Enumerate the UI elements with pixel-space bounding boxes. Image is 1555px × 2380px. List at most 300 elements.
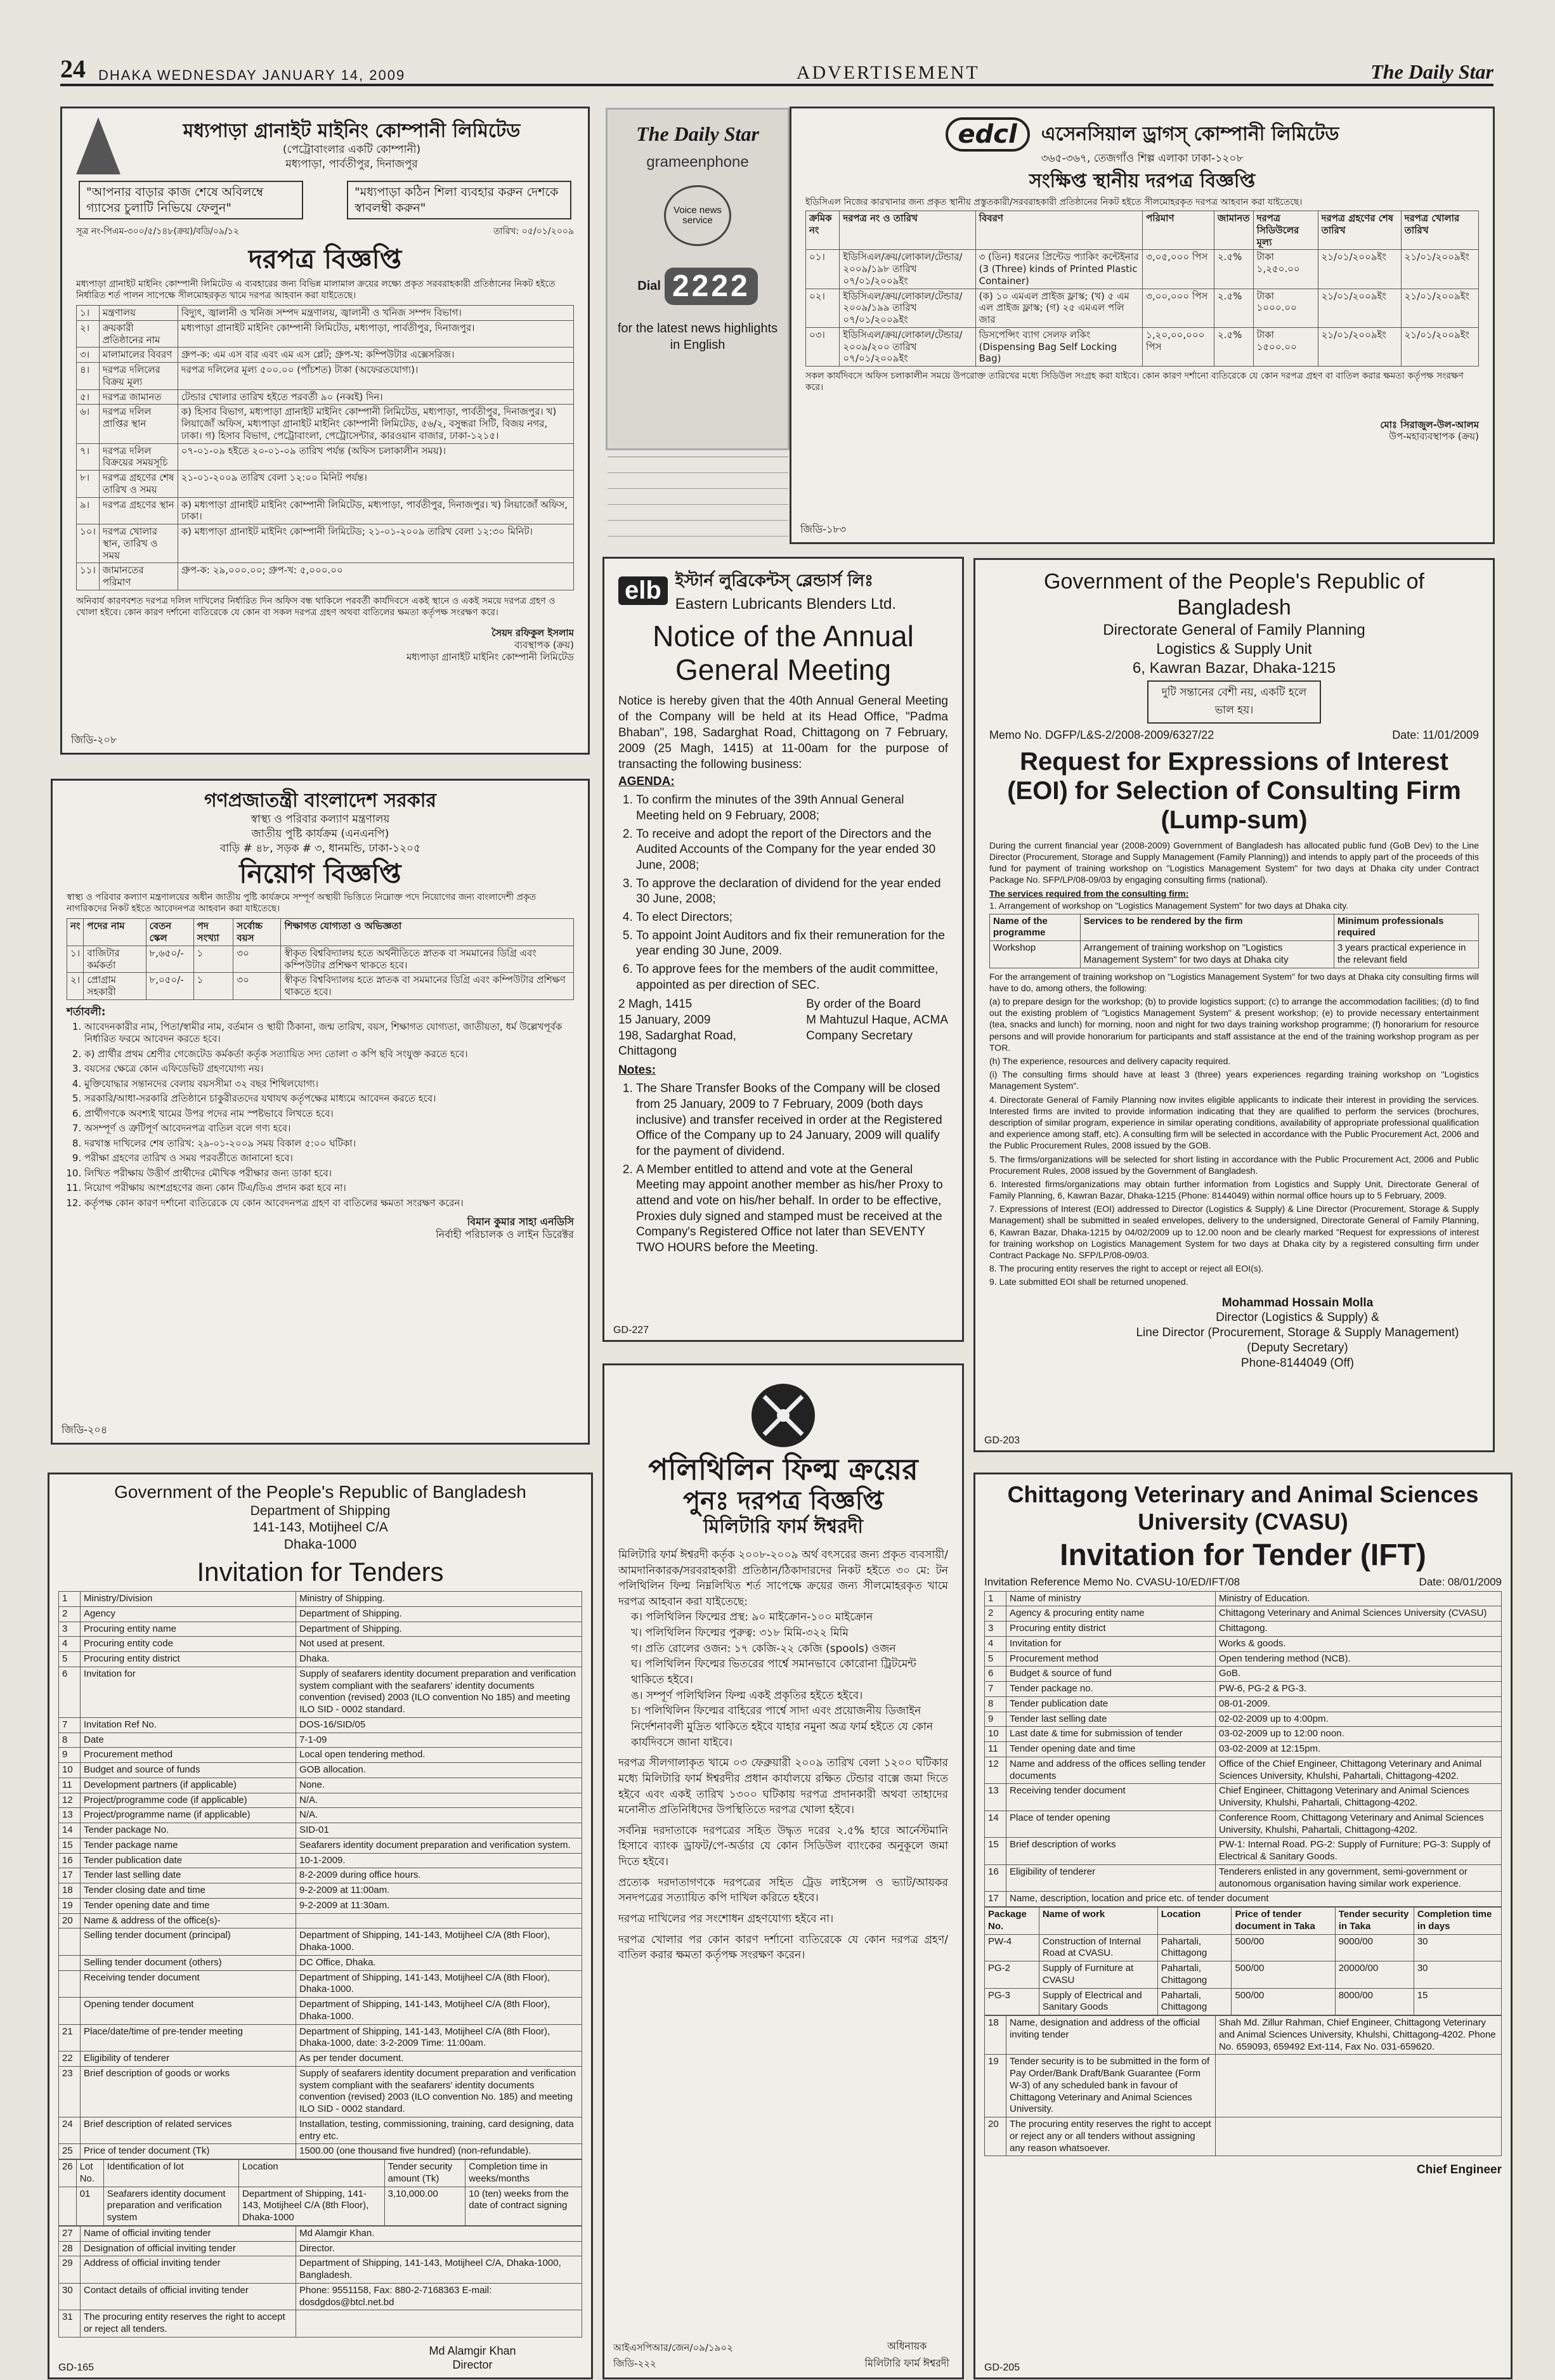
table-row [59,1853,582,1868]
table-cell: Supply of Electrical and Sanitary Goods [1039,1988,1157,2015]
reference-date: Date: 08/01/2009 [1419,1575,1502,1588]
table-cell: ২.৫% [1214,289,1253,327]
table-cell: Tender security is to be submitted in the form of Pay Order/Bank Draft/Bank Guarantee (Form W-3) of any scheduled bank in favour of Chittagong Veterinary and Animal Sciences University. [1006,2055,1216,2117]
table-cell: Not used at present. [296,1637,582,1652]
table-cell [59,1955,81,1970]
table-row [59,1883,582,1899]
signer-title: Director (Logistics & Supply) & [1216,1311,1379,1325]
table-row [985,1682,1502,1697]
table-row [77,405,574,443]
table-cell: মন্ত্রণালয় [99,306,178,321]
elbl-logo: elb [618,576,668,605]
lot-table [58,2159,582,2226]
table-cell: 2 [59,1606,81,1622]
table-cell: দরপত্র দলিলের বিক্রয় মূল্য [99,363,178,390]
list-item: 1. The Share Transfer Books of the Company will be closed from 25 January, 2009 to 7 February, 2009 (both days inclusive) and transfer received in order at the Registered Office of the Company up to 24 January, 2009 will qualify for the payment of dividend. [636,1081,948,1159]
column-header: Tender security amount (Tk) [384,2160,465,2187]
column-header: পদের নাম [84,919,146,946]
table-cell: টাকা ১,২৫০.০০ [1253,250,1318,289]
table-row [985,1892,1502,1907]
list-item: ঘ। পলিথিলিন ফিল্মের ভিতরের পার্শ্বে সমানভাবে কোরোনা ট্রিটমেন্ট থাকিতে হইবে। [631,1658,916,1687]
table-row [990,941,1479,968]
table-cell: Selling tender document (principal) [81,1928,296,1956]
table-cell: বাজিটার কর্মকর্তা [84,946,146,973]
list-item: 1. To confirm the minutes of the 39th Annual General Meeting held on 9 February, 2008; [636,793,948,824]
table-cell: 13 [59,1808,81,1823]
signer-title: নির্বাহী পরিচালক ও লাইন ডিরেক্টর [436,1228,574,1241]
table-row [59,1622,582,1637]
list-item: (a) to prepare design for the workshop; (b) to provide logistics support; (c) to arrange the accommodation facilities; (d) to find out the existing problem of "Logistics Management System" & present workshop; (e) to provide necessary entertainment (tea, snacks and lunch) for morning, noon and night for two days training workshop programme; (f) honorarium for resource persons and will provide honorarium for participants and staff assistance at the end of the training workshop program as per TOR. [989,996,1479,1053]
table-cell: Tender publication date [1006,1696,1216,1712]
table-cell: 3 [985,1622,1006,1637]
table-cell: GOB allocation. [296,1763,582,1778]
table-cell: ০৩। [806,327,840,366]
short-code: 2222 [665,268,758,305]
table-cell: বিদ্যুৎ, জ্বালানী ও খনিজ সম্পদ মন্ত্রণালয়, জ্বালানী ও খনিজ সম্পদ বিভাগ। [178,306,573,321]
agenda-list [618,793,948,993]
table-cell: দরপত্র খোলার স্থান, তারিখ ও সময় [99,524,178,563]
table-cell: Tender package name [81,1838,296,1853]
column-header: Lot No. [76,2160,103,2187]
ad-dgfp-eoi [973,558,1495,1452]
table-cell: Name, designation and address of the official inviting tender [1006,2016,1216,2055]
table-cell: 9 [59,1748,81,1763]
list-item: 6. To approve fees for the members of the audit committee, appointed as per direction of SEC. [636,962,948,993]
table-cell: Department of Shipping, 141-143, Motijheel C/A (8th Floor), Dhaka-1000. [296,1928,582,1956]
table-cell: PW-4 [985,1934,1039,1961]
table-cell: DC Office, Dhaka. [296,1955,582,1970]
table-cell: 8-2-2009 during office hours. [296,1868,582,1883]
table-cell: 6 [59,1667,81,1717]
table-cell: Ministry/Division [81,1592,296,1607]
table-cell: 23 [59,2066,81,2117]
table-row [59,1748,582,1763]
table-cell: Seafarers identity document preparation and verification system [103,2187,238,2225]
table-cell: ইডিসিএল/ক্রয়/লোকাল/টেন্ডার/২০০৯/১৯৮ তারিখ ০৭/০১/২০০৯ইং [840,250,975,289]
reference-number: Invitation Reference Memo No. CVASU-10/ED/IFT/08 [984,1575,1240,1588]
table-cell [59,1928,81,1956]
ad-code: জিডি-২০৮ [71,734,117,746]
ad-title: Government of the People's Republic of Bangladesh [1044,569,1424,620]
ad-grameenphone [606,108,790,450]
table-row [59,2256,582,2284]
table-cell: 27 [59,2226,81,2241]
table-cell: None. [296,1778,582,1793]
table-cell: ০১। [806,250,840,289]
ad-edcl-tender [790,107,1495,544]
list-item: খ। পলিথিলিন ফিল্মের পুরুত্ব: ৩১৮ মিমি-৩২২ মিমি [631,1627,849,1640]
memo-number: সূত্র নং-পিএম-৩০০/৫/১৪৮(ক্রয়)/বডি/০৯/১২ [76,226,239,237]
signer-org: মধ্যপাড়া গ্রানাইট মাইনিং কোম্পানী লিমিটেড [406,651,574,663]
table-cell: Last date & time for submission of tender [1006,1727,1216,1742]
table-row [59,1898,582,1913]
table-cell: Director. [296,2241,582,2256]
table-cell: Chittagong Veterinary and Animal Sciences University (CVASU) [1216,1606,1502,1622]
table-cell: The procuring entity reserves the right to accept or reject any or all tenders without assigning any reason whatsoever. [1006,2117,1216,2156]
table-row [77,443,574,471]
package-table [984,1907,1502,2015]
list-item: 12. কর্তৃপক্ষ কোন কারণ দর্শানো ব্যতিরেকে যে কোন আবেদনপত্র গ্রহণ বা বাতিলের ক্ষমতা সংরক্ষণ করেন। [84,1197,574,1210]
table-cell: Brief description of goods or works [81,2066,296,2117]
ad-footer-note: সকল কার্যদিবসে অফিস চলাকালীন সময়ে উপরোক্ত তারিখের মধ্যে সিডিউল সংগ্রহ করা যাইবে। কোন কারণ দর্শানো ব্যতিরেকে যে কোন দরপত্র গ্রহণ বা বাতিল করার ক্ষমতা কর্তৃপক্ষ সংরক্ষণ করে। [805,371,1464,393]
table-cell: Budget and source of funds [81,1763,296,1778]
list-item: 2. To receive and adopt the report of the Directors and the Audited Accounts of the Company for the year ended 30 June, 2008; [636,827,948,874]
table-cell: 8000/00 [1335,1988,1414,2015]
table-cell: Pahartali, Chittagong [1157,1934,1232,1961]
tender-table [76,305,574,590]
table-cell: 5 [59,1652,81,1667]
table-row [985,1712,1502,1727]
table-row [59,2117,582,2144]
table-cell: Department of Shipping. [296,1622,582,1637]
table-cell: মালামালের বিবরণ [99,348,178,363]
table-cell: জামানতের পরিমাণ [99,563,178,590]
table-cell: ৩,০০,০০০ পিস [1143,289,1214,327]
table-cell: টাকা ১০০০.০০ [1253,289,1318,327]
table-cell: Department of Shipping, 141-143, Motijheel C/A, Dhaka-1000, Bangladesh. [296,2256,582,2284]
terms-title: শর্তাবলী: [67,1005,106,1018]
table-cell: দরপত্র দলিলের মূল্য ৫০০.০০ (পাঁচশত) টাকা (অফেরতযোগ্য)। [178,363,573,390]
ad-heading: Notice of the Annual General Meeting [653,620,914,686]
table-row [59,1868,582,1883]
memo-date: তারিখ: ০৫/০১/২০০৯ [493,226,574,237]
table-cell: Budget & source of fund [1006,1667,1216,1682]
table-row [985,1838,1502,1865]
table-cell: Invitation for [81,1667,296,1717]
ad-subtitle: Logistics & Supply Unit [1156,640,1312,658]
table-cell: 7 [985,1682,1006,1697]
table-cell: Project/programme name (if applicable) [81,1808,296,1823]
points-list [989,971,1479,1288]
table-cell: ৩। [77,348,100,363]
table-cell: Conference Room, Chittagong Veterinary and Animal Sciences University, Khulshi, Pahartali, Chittagong-4202. [1216,1811,1502,1838]
list-item: ক। পলিথিলিন ফিল্মের প্রস্থ: ৯০ মাইক্রোন-১০০ মাইক্রোন [631,1611,873,1624]
secretary-name: M Mahtuzul Haque, ACMA [806,1013,948,1027]
table-cell: Agency [81,1606,296,1622]
table-cell: 20 [985,2117,1006,2156]
table-cell: Department of Shipping, 141-143, Motijheel C/A (8th Floor), Dhaka-1000. [296,1970,582,1998]
list-item: 8. দরখাস্ত দাখিলের শেষ তারিখ: ২৯-০১-২০০৯ সময় বিকাল ৫:০০ ঘটিকা। [84,1138,574,1150]
signer-title: অধিনায়ক [887,2340,927,2352]
table-cell: Chittagong. [1216,1622,1502,1637]
list-item: 10. লিখিত পরীক্ষায় উত্তীর্ণ প্রার্থীদের মৌখিক পরীক্ষার জন্য ডাকা হবে। [84,1167,574,1180]
ad-tagline: for the latest news highlights in English [617,322,778,352]
notice-date-bn: 2 Magh, 1415 [618,998,693,1011]
table-cell: Pahartali, Chittagong [1157,1961,1232,1989]
table-cell: ১১। [77,563,100,590]
post-table [67,918,574,1000]
table-cell: 29 [59,2256,81,2284]
table-cell: Construction of Internal Road at CVASU. [1039,1934,1157,1961]
table-cell: ১,২০,০০,০০০ পিস [1143,327,1214,366]
table-row [77,363,574,390]
list-item: চ। পলিথিলিন ফিল্মের বাহিরের পার্শ্বে সাদা এবং প্রয়োজনীয় ডিজাইন নির্দেশনাবলী মুদ্রিত থাকিতে হইবে যাহার নমুনা অত্র ফার্ম হইতে যে কোন কার্যদিবসে জানা যাইবে। [631,1705,934,1749]
column-header: Location [239,2160,385,2187]
ad-subtitle: Department of Shipping [250,1504,391,1518]
table-cell: Tenderers enlisted in any government, semi-government or autonomous organisation having similar work experience. [1216,1864,1502,1892]
tender-table [805,211,1479,367]
ad-subtitle: জাতীয় পুষ্টি কার্যক্রম (এনএনপি) [251,827,389,840]
table-row [806,250,1479,289]
table-cell: 10 [985,1727,1006,1742]
grameenphone-logo: grameenphone [646,153,749,171]
table-cell: 08-01-2009. [1216,1696,1502,1712]
table-cell: Tender closing date and time [81,1883,296,1899]
table-cell: Supply of Furniture at CVASU [1039,1961,1157,1989]
ad-title: মধ্যপাড়া গ্রানাইট মাইনিং কোম্পানী লিমিটেড [183,120,521,143]
ad-code: জিডি-২০৪ [62,1424,108,1436]
table-cell: 3,10,000.00 [384,2187,465,2225]
ad-code: GD-165 [58,2362,94,2373]
column-header: দরপত্র খোলার তারিখ [1401,211,1478,250]
table-cell: ১। [67,946,84,973]
ad-address: ৩৬৫-৩৬৭, তেজগাঁও শিল্প এলাকা ঢাকা-১২০৮ [1041,152,1244,165]
table-cell: ইডিসিএল/ক্রয়/লোকাল/টেন্ডার/২০০৯/২০০ তারিখ ০৭/০১/২০০৯ইং [840,327,975,366]
table-cell: As per tender document. [296,2052,582,2067]
column-header: Tender security in Taka [1335,1908,1414,1935]
ad-granite-tender [60,107,590,755]
table-row [59,1955,582,1970]
table-cell [1216,2117,1502,2156]
secretary-title: Company Secretary [806,1029,913,1043]
table-row [985,1696,1502,1712]
ad-address: 6, Kawran Bazar, Dhaka-1215 [1132,659,1336,677]
signer-title: ব্যবস্থাপক (ক্রয়) [514,639,574,651]
table-cell: 17 [59,1868,81,1883]
notice-city: Chittagong [618,1044,677,1058]
table-cell: N/A. [296,1793,582,1808]
ad-intro: স্বাস্থ্য ও পরিবার কল্যাণ মন্ত্রণালয়ের অধীন জাতীয় পুষ্টি কার্যক্রমে সম্পূর্ণ অস্থায়ী ভিত্তিতে নিম্নোক্ত পদে নিয়োগের জন্য বাংলাদেশী প্রকৃত নাগরিকদের নিকট হইতে আবেদনপত্র আহবান করা যাইতেছে। [67,892,537,914]
table-cell: Arrangement of training workshop on "Logistics Management System" for two days at Dhaka city [1080,941,1334,968]
signer-title: Chief Engineer [1416,2163,1502,2177]
table-cell: 10 [59,1763,81,1778]
table-row [985,1784,1502,1811]
table-cell: Eligibility of tenderer [1006,1864,1216,1892]
table-cell: 11 [59,1778,81,1793]
table-cell: (ক) ১০ এমএল প্রাইজ ফ্লাস্ক; (খ) ৫ এম এল প্রাইজ ফ্লাস্ক; (গ) ২৫ এমএল পলি জার [975,289,1142,327]
table-cell: 01 [76,2187,103,2225]
dial-label: Dial [637,279,661,293]
table-cell: ৬। [77,405,100,443]
ad-code: GD-227 [613,1325,649,1336]
table-cell: 500/00 [1232,1988,1335,2015]
table-cell: Md Alamgir Khan. [296,2226,582,2241]
table-cell: 19 [59,1898,81,1913]
services-title: The services required from the consulting firm: [989,888,1189,899]
ad-heading: Invitation for Tender (IFT) [1060,1538,1426,1573]
tender-table [58,1591,582,2159]
ad-elbl-agm [602,557,964,1342]
table-cell: 3 years practical experience in the relevant field [1334,941,1478,968]
column-header: Price of tender document in Taka [1232,1908,1335,1935]
table-cell: ক) হিসাব বিভাগ, মধ্যপাড়া গ্রানাইট মাইনিং কোম্পানী লিমিটেড, মধ্যপাড়া, পার্বতীপুর, দিনাজপুর। খ) লিয়াজোঁ অফিস, মধ্যপাড়া গ্রানাইট মাইনিং কোম্পানী লিমিটেড, ৫৬/২, বসুন্ধরা সিটি, বিজয় নগর, ঢাকা। গ) হিসাব বিভাগ, পেট্রোবাংলা, পেট্রোসেন্টার, কারওয়ান বাজার, ঢাকা-১২১৫। [178,405,573,443]
list-item: 9. Late submitted EOI shall be returned unopened. [989,1277,1188,1287]
column-header: Completion time in weeks/months [465,2160,582,2187]
military-emblem-icon [748,1381,818,1450]
table-cell: টাকা ১৫০০.০০ [1253,327,1318,366]
ad-intro: During the current financial year (2008-2009) Government of Bangladesh has allocated public fund (GoB Dev) to the Line Director (Procurement, Storage and Supply Management (Family Planning)) and intends to apply part of the proceeds of this fund for payment of training workshop on "Logistics Management System" for two days at Dhaka city under Contract Package No. SFP/LP/08-09/03 by engaging consulting firms (national). [989,840,1479,885]
table-cell [296,2310,582,2338]
table-cell: দরপত্র জামানত [99,389,178,405]
table-row [77,306,574,321]
table-cell: 03-02-2009 up to 12:00 noon. [1216,1727,1502,1742]
table-row [985,1651,1502,1667]
notice-address: 198, Sadarghat Road, [618,1029,736,1043]
table-row [59,2187,582,2225]
table-cell: Name of official inviting tender [81,2226,296,2241]
column-header: Name of the programme [990,914,1081,941]
table-cell: Ministry of Education. [1216,1591,1502,1606]
list-item: 8. The procuring entity reserves the right to accept or reject all EOI(s). [989,1263,1264,1274]
ad-address: মধ্যপাড়া, পার্বতীপুর, দিনাজপুর [285,158,418,171]
table-cell: 21 [59,2024,81,2052]
table-row [59,2283,582,2310]
table-cell: Department of Shipping. [296,1606,582,1622]
table-cell: Procurement method [1006,1651,1216,1667]
table-cell: PG-2 [985,1961,1039,1989]
column-header: Services to be rendered by the firm [1080,914,1334,941]
table-cell: 1 [985,1591,1006,1606]
table-row [59,1763,582,1778]
table-cell: Tender package no. [1006,1682,1216,1697]
table-cell: Procurement method [81,1748,296,1763]
memo-number: Memo No. DGFP/L&S-2/2008-2009/6327/22 [989,728,1214,741]
table-cell: Contact details of official inviting tender [81,2283,296,2310]
list-item: ঙ। সম্পূর্ণ পলিথিলিন ফিল্ম একই প্রকৃতির হইতে হইবে। [631,1689,863,1702]
table-cell: Opening tender document [81,1998,296,2025]
table-cell: Name of ministry [1006,1591,1216,1606]
table-row [985,1742,1502,1757]
paragraph: প্রত্যেক দরদাতাগণকে দরপত্রের সহিত ট্রেড লাইসেন্স ও ভ্যাট/আয়কর সনদপত্রের সত্যায়িত কপি দাখিল করিতে হইবে। [618,1876,948,1905]
table-cell: ৭। [77,443,100,471]
table-row [77,563,574,590]
table-row [59,1606,582,1622]
table-cell: Seafarers identity document preparation and verification system. [296,1838,582,1853]
table-cell: ২১/০১/২০০৯ইং [1318,289,1401,327]
table-row [59,2241,582,2256]
table-row [985,1591,1502,1606]
list-item: 3. To approve the declaration of dividend for the year ended 30 June, 2008; [636,876,948,907]
table-row [77,471,574,498]
table-cell: ৩০ [233,946,281,973]
list-item: 4. To elect Directors; [636,910,948,926]
table-cell: Designation of official inviting tender [81,2241,296,2256]
list-item: 5. The firms/organizations will be selected for short listing in accordance with the Public Procurement Act, 2006 and Public Procurement Rules, 2008 issued by the Government of Bangladesh. [989,1154,1479,1176]
table-row [59,1823,582,1838]
table-cell: Name and address of the offices selling tender documents [1006,1757,1216,1784]
table-cell: ২১/০১/২০০৯ইং [1318,327,1401,366]
ad-code: জিডি-২২২ [613,2358,656,2369]
table-cell: 1 [59,1592,81,1607]
table-row [59,1838,582,1853]
blank-lines [608,457,788,540]
column-header: বেতন স্কেল [146,919,193,946]
table-cell: Office of the Chief Engineer, Chittagong Veterinary and Animal Sciences University, Khulshi, Pahartali, Chittagong-4202. [1216,1757,1502,1784]
table-cell: 4 [985,1636,1006,1651]
ad-subtitle: স্বাস্থ্য ও পরিবার কল্যাণ মন্ত্রণালয় [250,813,390,826]
notes-list [618,1081,948,1256]
table-cell: 2 [985,1606,1006,1622]
list-item: 3. বয়সের ক্ষেত্রে কোন এফিডেভিট গ্রহণযোগ্য নয়। [84,1063,574,1076]
table-cell: 24 [59,2117,81,2144]
list-item: 7. Expressions of Interest (EOI) addressed to Director (Logistics & Supply) & Line Director (Procurement, Storage & Supply Management) shall be submitted in sealed envelopes, delivery to the undersigned, Directorate General of Family Planning, 6, Kawran Bazar, Dhaka-1215 by 04/02/2009 up to 12.00 noon and be clearly marked "Request for expressions of interest for training workshop on Logistics Management System for two days at Dhaka city by a registered consulting firm under Contract Package No. SFP/LP/08-09/03. [989,1204,1479,1261]
table-cell: ৩,০৫,০০০ পিস [1143,250,1214,289]
ad-title-en: Eastern Lubricants Blenders Ltd. [675,595,896,613]
table-row [985,1961,1502,1989]
table-cell: ৮। [77,471,100,498]
ad-heading: Request for Expressions of Interest (EOI) for Selection of Consulting Firm (Lump-sum) [1007,747,1461,834]
table-cell: 28 [59,2241,81,2256]
terms-list [67,1021,574,1210]
signer-name: Md Alamgir Khan [429,2344,516,2357]
ad-city: Dhaka-1000 [283,1537,357,1552]
list-item: For the arrangement of training workshop on "Logistics Management System" for two days at Dhaka city consulting firms will have to do, among others, the following: [989,971,1479,993]
table-cell: 14 [985,1811,1006,1838]
list-item: 2. A Member entitled to attend and vote at the General Meeting may appoint another member as his/her Proxy to attend and vote on his/her behalf. In order to be effective, Proxies duly signed and stamped must be received at the Company's Registered Office not later than SEVENTY TWO HOURS before the Meeting. [636,1162,948,1256]
column-header: জামানত [1214,211,1253,250]
table-cell: Tender last selling date [1006,1712,1216,1727]
ad-org: মিলিটারি ফার্ম ঈশ্বরদী [703,1515,864,1538]
table-cell: 31 [59,2310,81,2338]
ad-heading: গণপ্রজাতন্ত্রী বাংলাদেশ সরকার [204,790,436,812]
table-cell [59,1998,81,2025]
table-cell: Invitation Ref No. [81,1717,296,1733]
table-cell: 4 [59,1637,81,1652]
table-cell: ক্রয়কারী প্রতিষ্ঠানের নাম [99,320,178,348]
table-row [985,1606,1502,1622]
table-cell: 18 [985,2016,1006,2055]
table-row [806,327,1479,366]
table-cell: 500/00 [1232,1934,1335,1961]
table-cell [1216,2055,1502,2117]
ad-title: Chittagong Veterinary and Animal Sciences University (CVASU) [1007,1481,1479,1535]
table-cell: ২। [77,320,100,348]
paragraph: সর্বনিম্ন দরদাতাকে দরপত্রের সহিত উদ্ধৃত দরের ২.৫% হারে আর্নেস্টমানি হিসাবে ব্যাংক ড্রাফট/পে-অর্ডার যে কোন সিডিউল ব্যাংকের অনুকূলে জমা দিতে হইবে। [618,1824,948,1869]
table-cell: দরপত্র দলিল প্রাপ্তির স্থান [99,405,178,443]
voice-bubble-icon [664,185,731,246]
column-header: পরিমাণ [1143,211,1214,250]
table-cell: ৩০ [233,973,281,1000]
table-cell: 12 [59,1793,81,1808]
table-cell: ০৭-০১-০৯ হইতে ২০-০১-০৯ তারিখ পর্যন্ত (অফিস চলাকালীন সময়)। [178,443,573,471]
table-row [59,1717,582,1733]
table-row [59,1637,582,1652]
table-cell: Procuring entity district [1006,1622,1216,1637]
table-cell: 03-02-2009 at 12:15pm. [1216,1742,1502,1757]
table-cell [296,1913,582,1928]
table-cell: Tender publication date [81,1853,296,1868]
table-cell: ডিসপেন্সিং ব্যাগ সেলফ লকিং (Dispensing Bag Self Locking Bag) [975,327,1142,366]
table-row [59,1928,582,1956]
table-cell: 26 [59,2160,77,2187]
section-title: ADVERTISEMENT [796,62,980,83]
table-cell: 25 [59,2144,81,2159]
signer-title: Director [452,2358,493,2372]
ad-footer-note: অনিবার্য কারণবশত দরপত্র দলিল দাখিলের নির্ধারিত দিন অফিস বন্ধ থাকিলে পরবর্তী কার্যদিবসে একই স্থানে ও একই সময়ে দরপত্র গ্রহণ ও খোলা হইবে। কোন কারণ দর্শানো ব্যতিরেকে যে কোন বা সকল দরপত্র গ্রহণ অথবা বাতিলের ক্ষমতা কর্তৃপক্ষ সংরক্ষণ করে। [76,595,556,618]
list-item: 6. Interested firms/organizations may obtain further information from Logistics and Supply Unit, Directorate General of Family Planning, 6, Kawran Bazar, Dhaka-1215 (Phone: 8144049) within normal office hours up to 5 February, 2009. [989,1178,1479,1201]
tender-table-2 [984,2015,1502,2156]
table-cell: 16 [59,1853,81,1868]
column-header: পদ সংখ্যা [193,919,233,946]
table-cell: 9-2-2009 at 11:00am. [296,1883,582,1899]
list-item: (i) The consulting firms should have at least 3 (three) years experiences regarding training workshop on "Logistics Management System". [989,1069,1479,1091]
list-item: 2. ক) প্রার্থীর প্রথম শ্রেণীর গেজেটেড কর্মকর্তা কর্তৃক সত্যায়িত সদ্য তোলা ৩ কপি ছবি সংযুক্ত করতে হবে। [84,1048,574,1061]
table-cell: গ্রুপ-ক: এম এস বার এবং এম এস প্লেট; গ্রুপ-খ: কম্পিউটার এক্সেসরিজ। [178,348,573,363]
ad-title: নিয়োগ বিজ্ঞপ্তি [239,857,401,889]
table-row [985,1636,1502,1651]
table-cell: 30 [59,2283,81,2310]
ad-subtitle: Directorate General of Family Planning [1103,621,1365,639]
